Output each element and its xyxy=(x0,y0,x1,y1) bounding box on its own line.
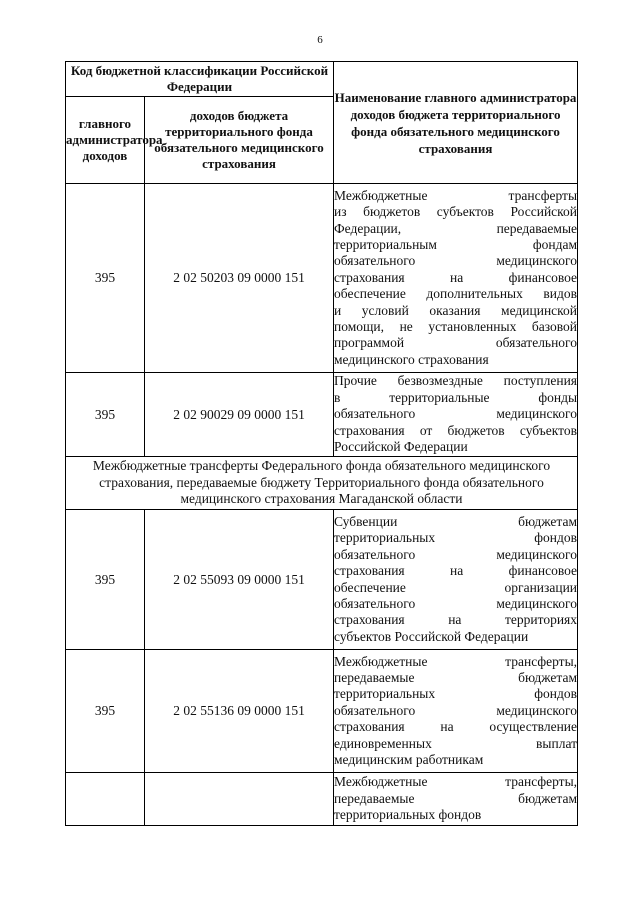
table-row xyxy=(66,373,578,457)
table-row xyxy=(66,184,578,373)
header-row xyxy=(66,62,578,97)
name-line: Межбюджетные трансферты xyxy=(334,187,578,203)
header-code-group: Код бюджетной классификации Российской Федерации xyxy=(66,62,334,97)
revenue-name-cell xyxy=(334,773,578,826)
name-line: обязательного медицинского xyxy=(334,702,578,718)
name-line: медицинского страхования xyxy=(334,351,489,367)
revenue-code-cell: 2 02 55136 09 0000 151 xyxy=(145,650,334,773)
name-line: обязательного медицинского xyxy=(334,253,578,269)
admin-code-cell: 395 xyxy=(66,184,145,373)
name-line: территориальных фондов xyxy=(334,807,482,823)
revenue-name-cell xyxy=(334,373,578,457)
name-line: страхования на территориях xyxy=(334,612,578,628)
name-line: единовременных выплат xyxy=(334,735,578,751)
name-line: страхования на финансовое xyxy=(334,269,578,285)
header-admin-column: главного администратора доходов xyxy=(66,97,145,184)
name-line: Российской Федерации xyxy=(334,439,468,455)
name-line: территориальных фондов xyxy=(334,530,578,546)
admin-code-cell: 395 xyxy=(66,650,145,773)
revenue-code-cell: 2 02 90029 09 0000 151 xyxy=(145,373,334,457)
name-line: помощи, не установленных базовой xyxy=(334,319,578,335)
revenue-code-cell: 2 02 55093 09 0000 151 xyxy=(145,510,334,650)
name-line: Субвенции бюджетам xyxy=(334,513,578,529)
revenue-code-cell xyxy=(145,773,334,826)
admin-code-cell: 395 xyxy=(66,510,145,650)
page-number: 6 xyxy=(317,34,323,46)
name-line: территориальных фондов xyxy=(334,686,578,702)
name-line: из бюджетов субъектов Российской xyxy=(334,204,578,220)
name-line: медицинским работникам xyxy=(334,752,484,768)
name-line: обеспечение дополнительных видов xyxy=(334,286,578,302)
revenue-name-cell xyxy=(334,184,578,373)
name-line: обязательного медицинского xyxy=(334,406,578,422)
name-line: передаваемые бюджетам xyxy=(334,790,578,806)
name-line: страхования на осуществление xyxy=(334,719,578,735)
name-line: и условий оказания медицинской xyxy=(334,302,578,318)
table-row xyxy=(66,510,578,650)
name-line: программой обязательного xyxy=(334,335,578,351)
table-row xyxy=(66,650,578,773)
name-line: страхования от бюджетов субъектов xyxy=(334,422,578,438)
section-row xyxy=(66,457,578,510)
admin-code-cell xyxy=(66,773,145,826)
revenue-name-cell xyxy=(334,510,578,650)
name-line: Межбюджетные трансферты, xyxy=(334,774,578,790)
header-revenue-column: доходов бюджета территориального фонда обязательного медицинского страхования xyxy=(145,97,334,184)
table-row xyxy=(66,773,578,826)
name-line: субъектов Российской Федерации xyxy=(334,628,529,644)
name-line: страхования на финансовое xyxy=(334,563,578,579)
budget-classification-table xyxy=(65,61,578,826)
header-name-column: Наименование главного администратора доходов бюджета территориального фонда обязательного медицинского страхования xyxy=(334,62,578,184)
name-line: обеспечение организации xyxy=(334,579,578,595)
name-line: обязательного медицинского xyxy=(334,546,578,562)
name-line: передаваемые бюджетам xyxy=(334,669,578,685)
name-line: в территориальные фонды xyxy=(334,389,578,405)
revenue-code-cell: 2 02 50203 09 0000 151 xyxy=(145,184,334,373)
section-heading: Межбюджетные трансферты Федерального фонда обязательного медицинского страхования, передаваемые бюджету Территориального фонда обязательного медицинского страхования Магаданской области xyxy=(66,457,578,510)
name-line: территориальным фондам xyxy=(334,236,578,252)
name-line: Прочие безвозмездные поступления xyxy=(334,373,578,389)
name-line: обязательного медицинского xyxy=(334,595,578,611)
name-line: Межбюджетные трансферты, xyxy=(334,653,578,669)
admin-code-cell: 395 xyxy=(66,373,145,457)
revenue-name-cell xyxy=(334,650,578,773)
name-line: Федерации, передаваемые xyxy=(334,220,578,236)
